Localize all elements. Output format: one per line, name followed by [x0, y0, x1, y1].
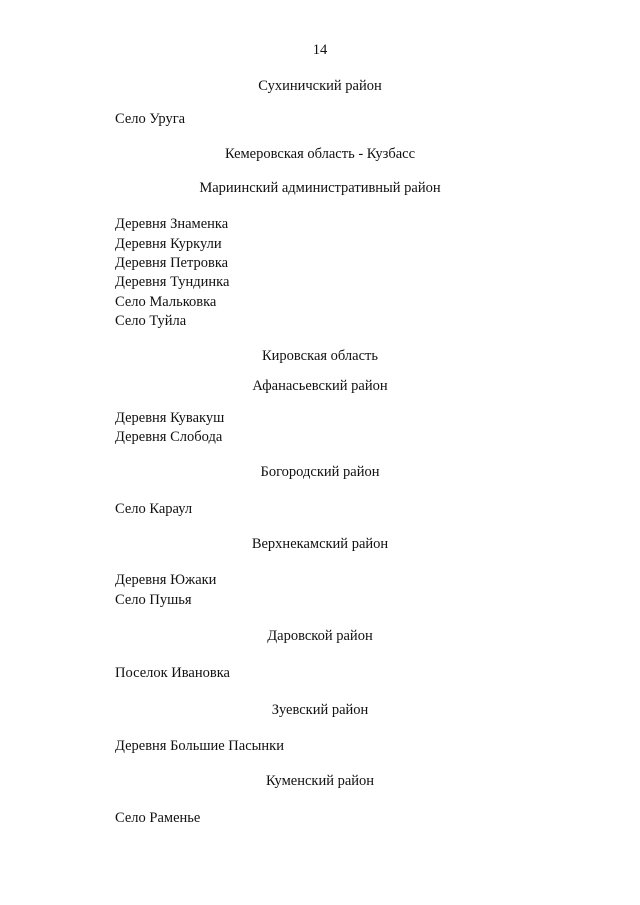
district-heading: Куменский район	[265, 773, 375, 789]
settlement-item: Деревня Кувакуш	[115, 410, 225, 426]
region-heading: Кемеровская область - Кузбасс	[224, 146, 416, 162]
district-heading: Даровской район	[267, 628, 373, 644]
settlement-item: Село Пушья	[115, 592, 192, 608]
settlement-item: Село Туйла	[115, 313, 187, 329]
settlement-item: Деревня Знаменка	[115, 216, 229, 232]
settlement-item: Деревня Куркули	[115, 236, 222, 252]
settlement-item: Деревня Южаки	[115, 572, 217, 588]
settlement-item: Село Караул	[115, 501, 193, 517]
settlement-item: Деревня Слобода	[115, 429, 223, 445]
page-number: 14	[312, 42, 328, 58]
district-heading: Сухиничский район	[258, 78, 382, 94]
district-heading: Мариинский административный район	[199, 180, 441, 196]
district-heading: Зуевский район	[271, 702, 369, 718]
district-heading: Афанасьевский район	[252, 378, 388, 394]
district-heading: Верхнекамский район	[251, 536, 389, 552]
region-heading: Кировская область	[261, 348, 378, 364]
settlement-item: Деревня Большие Пасынки	[115, 738, 284, 754]
settlement-item: Село Мальковка	[115, 294, 217, 310]
settlement-item: Село Раменье	[115, 810, 201, 826]
settlement-item: Деревня Тундинка	[115, 274, 230, 290]
district-heading: Богородский район	[260, 464, 380, 480]
settlement-item: Село Уруга	[115, 111, 186, 127]
settlement-item: Деревня Петровка	[115, 255, 229, 271]
settlement-item: Поселок Ивановка	[115, 665, 230, 681]
